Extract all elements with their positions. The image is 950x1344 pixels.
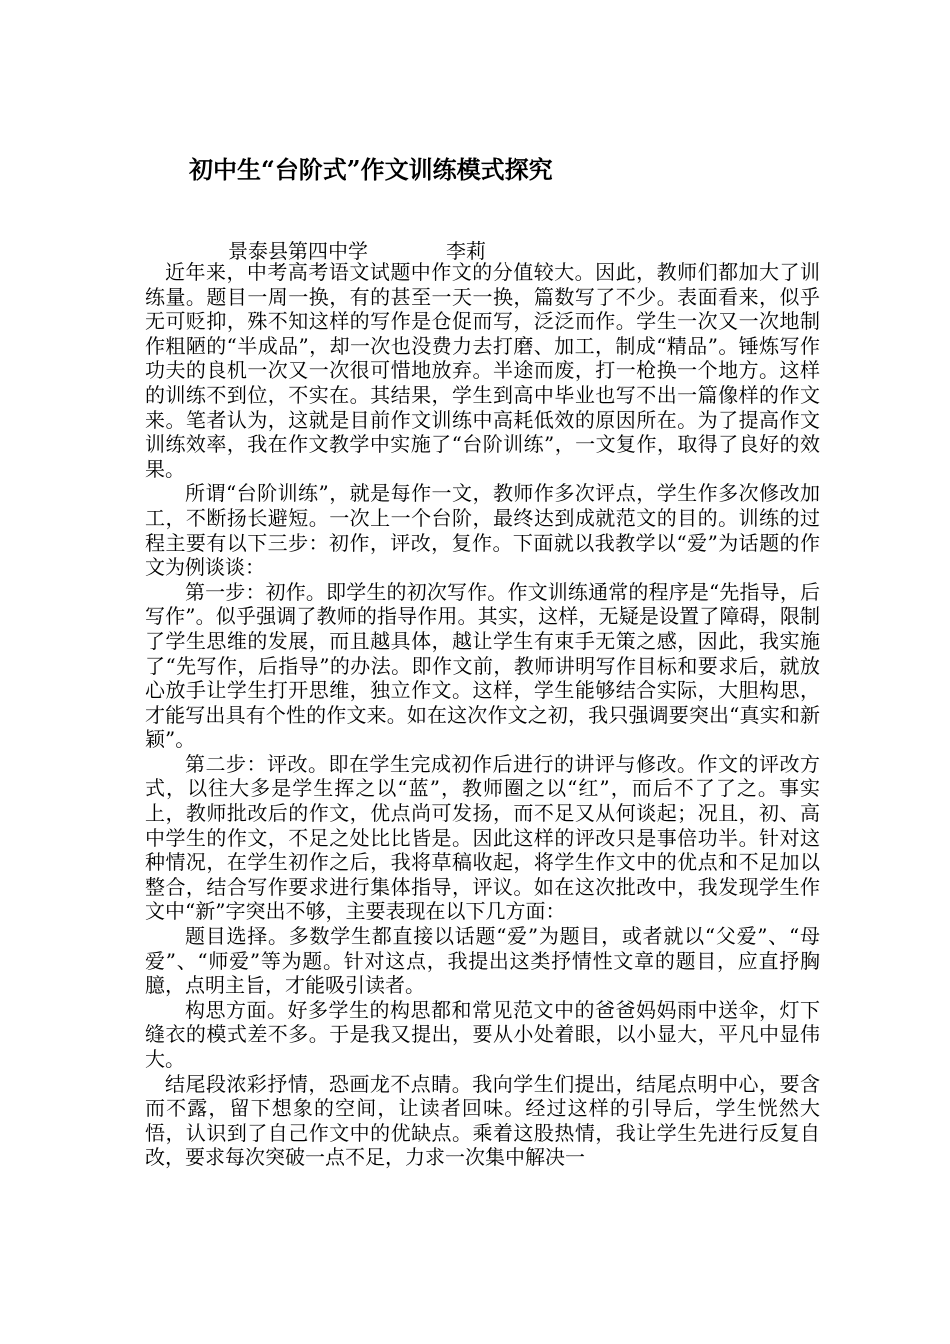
paragraph-ending: 结尾段浓彩抒情，恐画龙不点睛。我向学生们提出，结尾点明中心，要含而不露，留下想象的空间，让读者回味。经过这样的引导后，学生恍然大悟，认识到了自己作文中的优缺点。乘着这股热情，我让学生先进行反复自改，要求每次突破一点不足，力求一次集中解决一 xyxy=(145,1071,820,1170)
paragraph-definition: 所谓“台阶训练”，就是每作一文，教师作多次评点，学生作多次修改加工，不断扬长避短。一次上一个台阶，最终达到成就范文的目的。训练的过程主要有以下三步：初作，评改，复作。下面就以我教学以“爱”为话题的作文为例谈谈： xyxy=(145,481,820,580)
paragraph-intro: 近年来，中考高考语文试题中作文的分值较大。因此，教师们都加大了训练量。题目一周一换，有的甚至一天一换，篇数写了不少。表面看来，似乎无可贬抑，殊不知这样的写作是仓促而写，泛泛而作。学生一次又一次地制作粗陋的“半成品”，却一次也没费力去打磨、加工，制成“精品”。锤炼写作功夫的良机一次又一次很可惜地放弃。半途而废，打一枪换一个地方。这样的训练不到位，不实在。其结果，学生到高中毕业也写不出一篇像样的作文来。笔者认为，这就是目前作文训练中高耗低效的原因所在。为了提高作文训练效率，我在作文教学中实施了“台阶训练”，一文复作，取得了良好的效果。 xyxy=(145,260,820,481)
paragraph-step-one: 第一步：初作。即学生的初次写作。作文训练通常的程序是“先指导，后写作”。似乎强调了教师的指导作用。其实，这样，无疑是设置了障碍，限制了学生思维的发展，而且越具体，越让学生有束手无策之感，因此，我实施了“先写作，后指导”的办法。即作文前，教师讲明写作目标和要求后，就放心放手让学生打开思维，独立作文。这样，学生能够结合实际，大胆构思，才能写出具有个性的作文来。如在这次作文之初，我只强调要突出“真实和新颖”。 xyxy=(145,579,820,752)
document-body xyxy=(145,260,820,1170)
document-title: 初中生“台阶式”作文训练模式探究 xyxy=(189,155,553,184)
school-name: 景泰县第四中学 xyxy=(228,239,368,263)
author-name: 李莉 xyxy=(446,239,486,263)
paragraph-step-two: 第二步：评改。即在学生完成初作后进行的讲评与修改。作文的评改方式，以往大多是学生挥之以“蓝”，教师圈之以“红”，而后不了了之。事实上，教师批改后的作文，优点尚可发扬，而不足又从何谈起；况且，初、高中学生的作文，不足之处比比皆是。因此这样的评改只是事倍功半。针对这种情况，在学生初作之后，我将草稿收起，将学生作文中的优点和不足加以整合，结合写作要求进行集体指导，评议。如在这次批改中，我发现学生作文中“新”字突出不够，主要表现在以下几方面： xyxy=(145,751,820,924)
paragraph-structure: 构思方面。好多学生的构思都和常见范文中的爸爸妈妈雨中送伞，灯下缝衣的模式差不多。于是我又提出，要从小处着眼，以小显大，平凡中显伟大。 xyxy=(145,997,820,1071)
paragraph-topic-choice: 题目选择。多数学生都直接以话题“爱”为题目，或者就以“父爱”、“母爱”、“师爱”等为题。针对这点，我提出这类抒情性文章的题目，应直抒胸臆，点明主旨，才能吸引读者。 xyxy=(145,924,820,998)
